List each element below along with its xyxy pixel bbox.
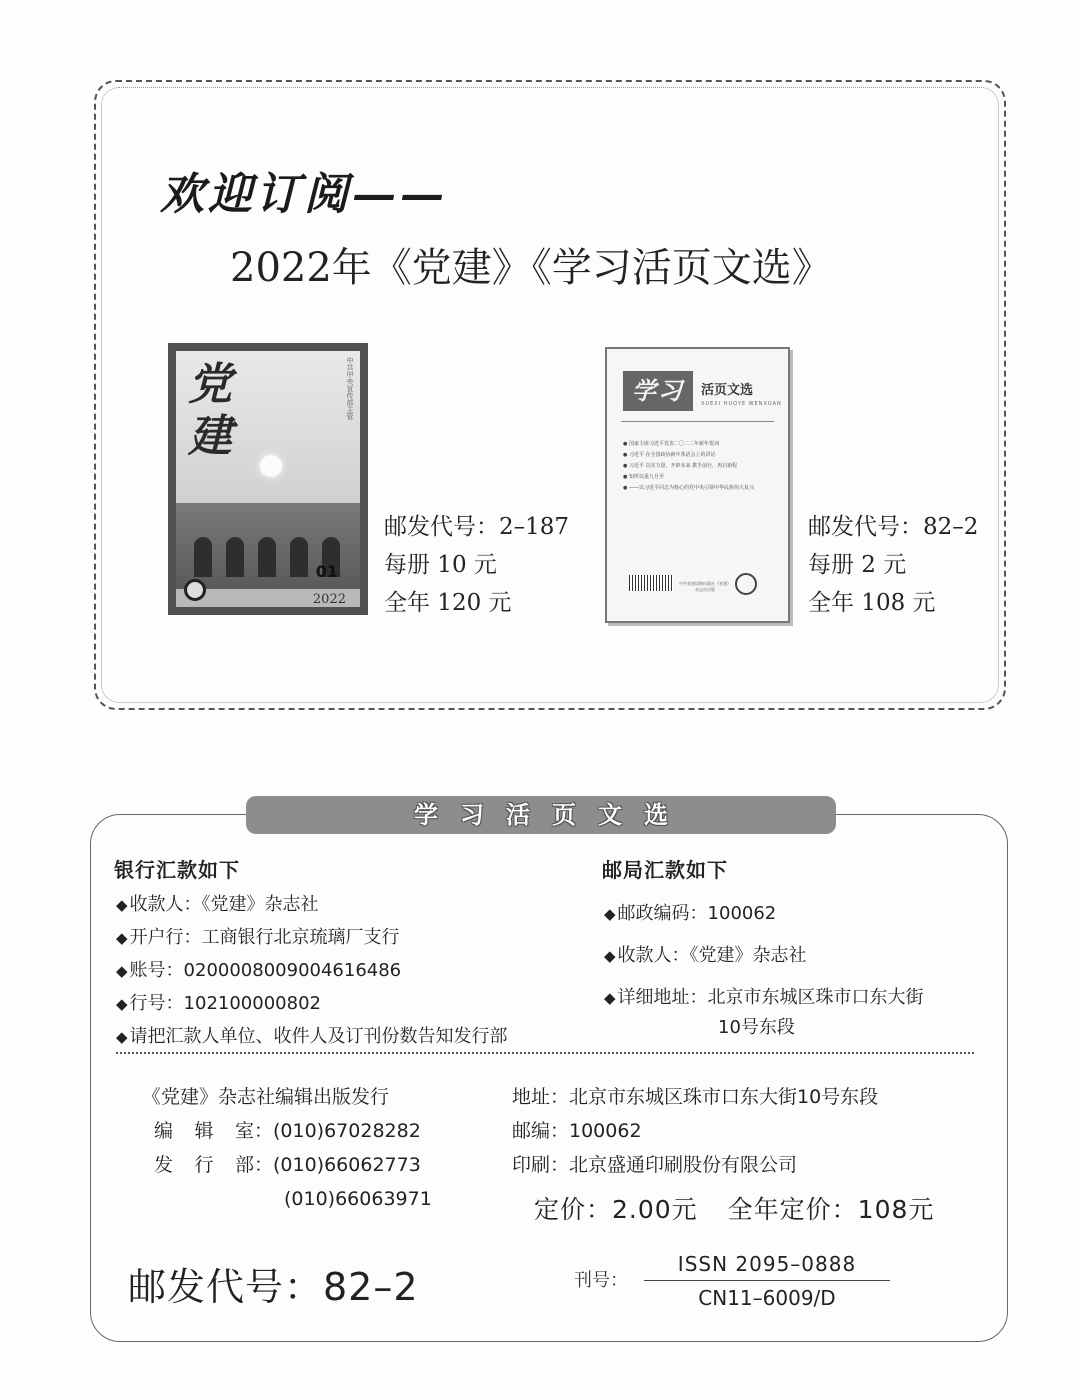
xuexi-cover-publisher: 中共党建读物出版社《党建》杂志社出版 bbox=[679, 581, 731, 592]
diamond-bullet-icon: ◆ bbox=[604, 989, 616, 1007]
dangjian-per-issue-price: 每册 10 元 bbox=[384, 552, 497, 578]
dangjian-cover-subtitle: 中共中央宣传部主管 bbox=[346, 357, 354, 420]
zip-line: 邮编：100062 bbox=[512, 1120, 642, 1142]
xuexi-pinyin: XUEXI HUOYE WENXUAN bbox=[701, 401, 782, 407]
list-item: ◆ 行号：102100000802 bbox=[116, 993, 321, 1014]
seal-icon bbox=[735, 573, 757, 595]
distribution-phone-row bbox=[142, 1148, 432, 1182]
price-line bbox=[534, 1190, 934, 1226]
barcode-icon bbox=[629, 575, 673, 591]
dangjian-issue-number: 01 bbox=[315, 562, 338, 581]
bank-remittance-list bbox=[116, 888, 508, 1053]
printer-line: 印刷：北京盛通印刷股份有限公司 bbox=[512, 1154, 798, 1176]
xuexi-postal-code: 邮发代号：82–2 bbox=[808, 514, 979, 540]
xuexi-annual-price: 全年 108 元 bbox=[808, 590, 936, 616]
editor-label: 编辑室 bbox=[154, 1120, 254, 1142]
list-item: ◆ 邮政编码：100062 bbox=[604, 903, 777, 924]
xuexi-banner: 学习活页文选 bbox=[246, 796, 836, 834]
dangjian-price-info bbox=[384, 508, 569, 622]
xuexi-price-info bbox=[808, 508, 978, 622]
toc-item: ● 习近平 以实力量，开辟未来 携手前行，再启新程 bbox=[623, 461, 778, 472]
dangjian-cover-year: 2022 bbox=[312, 592, 346, 607]
toc-item: ● ——以习近平同志为核心的党中央引领中华民族伟大复兴 bbox=[623, 483, 778, 494]
diamond-bullet-icon: ◆ bbox=[604, 905, 616, 923]
diamond-bullet-icon: ◆ bbox=[116, 1028, 128, 1046]
xuexi-masthead-side: 活页文选 bbox=[701, 383, 754, 398]
promo-title: 2022年《党建》《学习活页文选》 bbox=[230, 245, 832, 291]
xuexi-per-issue-price: 每册 2 元 bbox=[808, 552, 907, 578]
list-item: ◆ 收款人：《党建》杂志社 bbox=[604, 945, 807, 966]
xuexi-cover-toc bbox=[623, 439, 778, 494]
editor-phone-row bbox=[142, 1114, 432, 1148]
distribution-label: 发行部 bbox=[154, 1154, 254, 1176]
list-item: ◆ 请把汇款人单位、收件人及订刊份数告知发行部 bbox=[116, 1026, 508, 1047]
dangjian-postal-code: 邮发代号：2–187 bbox=[384, 514, 570, 540]
serial-number-label: 刊号： bbox=[574, 1270, 628, 1291]
diamond-bullet-icon: ◆ bbox=[116, 929, 128, 947]
diamond-bullet-icon: ◆ bbox=[604, 947, 616, 965]
diamond-bullet-icon: ◆ bbox=[116, 962, 128, 980]
list-item: ◆ 开户行：工商银行北京琉璃厂支行 bbox=[116, 927, 400, 948]
dangjian-masthead: 党 建 bbox=[188, 359, 232, 462]
dangjian-cover-image bbox=[168, 343, 368, 615]
address-continuation: 10号东段 bbox=[718, 1017, 795, 1038]
publisher-name: 《党建》杂志社编辑出版发行 bbox=[142, 1086, 390, 1108]
welcome-heading: 欢迎订阅—— bbox=[160, 169, 448, 220]
annual-price: 全年定价：108元 bbox=[727, 1195, 935, 1224]
list-item: ◆ 详细地址：北京市东城区珠市口东大街 10号东段 bbox=[604, 982, 924, 1044]
issn-number: ISSN 2095–0888 bbox=[644, 1252, 890, 1281]
dangjian-annual-price: 全年 120 元 bbox=[384, 590, 512, 616]
post-remittance-list bbox=[604, 898, 924, 1054]
cn-number: CN11–6009/D bbox=[698, 1286, 836, 1310]
serial-number bbox=[644, 1252, 890, 1310]
dotted-divider bbox=[116, 1052, 974, 1054]
unit-price: 定价：2.00元 bbox=[534, 1195, 698, 1224]
moon-graphic bbox=[260, 455, 282, 477]
publisher-info bbox=[142, 1080, 432, 1216]
address-line: 地址：北京市东城区珠市口东大街10号东段 bbox=[512, 1086, 879, 1108]
toc-item: ● 习近平 在全国政协新年茶话会上的讲话 bbox=[623, 450, 778, 461]
list-item: ◆ 账号：0200008009004616486 bbox=[116, 960, 402, 981]
address-info bbox=[512, 1080, 878, 1182]
distribution-phone: ：(010)66062773 bbox=[254, 1154, 421, 1176]
postal-code-large: 邮发代号：82–2 bbox=[128, 1265, 419, 1309]
toc-item: ● 知所以重九月至 bbox=[623, 472, 778, 483]
dangjian-logo-icon bbox=[184, 579, 206, 601]
distribution-phone-2: (010)66063971 bbox=[284, 1188, 432, 1210]
xuexi-masthead: 学习 bbox=[623, 371, 693, 411]
xuexi-cover-image bbox=[605, 347, 790, 623]
diamond-bullet-icon: ◆ bbox=[116, 995, 128, 1013]
toc-item: ● 国家主席习近平发表二〇二二年新年贺词 bbox=[623, 439, 778, 450]
bank-remittance-heading: 银行汇款如下 bbox=[114, 858, 240, 882]
editor-phone: ：(010)67028282 bbox=[254, 1120, 421, 1142]
post-remittance-heading: 邮局汇款如下 bbox=[602, 858, 728, 882]
list-item: ◆ 收款人：《党建》杂志社 bbox=[116, 894, 319, 915]
diamond-bullet-icon: ◆ bbox=[116, 896, 128, 914]
